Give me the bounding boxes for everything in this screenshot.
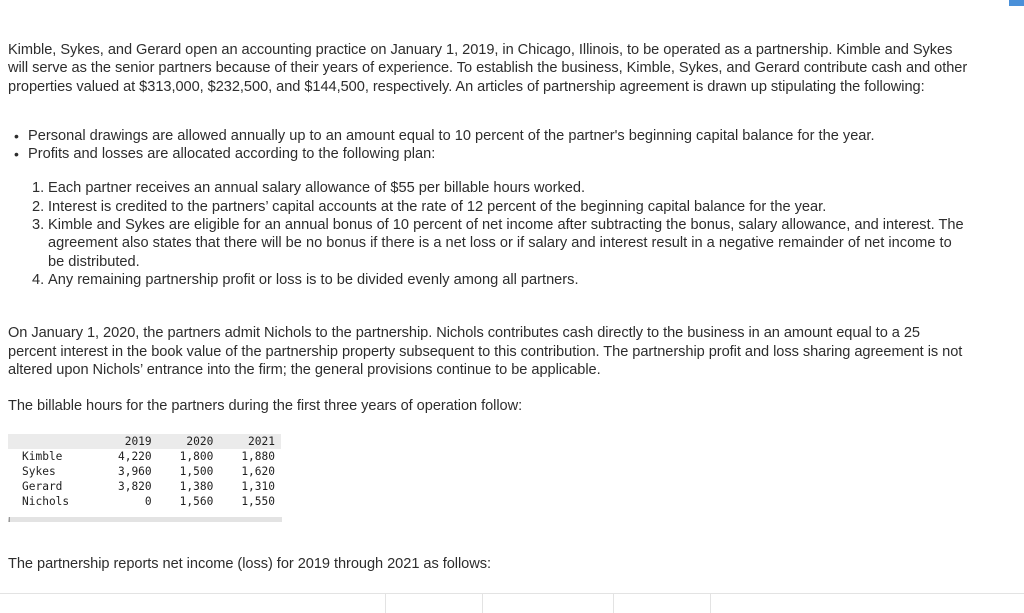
plan-item-number: 3.	[32, 217, 45, 234]
table-row	[8, 464, 281, 479]
allocation-plan-list	[8, 179, 968, 289]
table-header-cell: 2021	[219, 434, 281, 449]
bullet-item: • Profits and losses are allocated according to the following plan:	[28, 145, 968, 163]
billable-hours-table	[8, 434, 281, 509]
partner-name-cell: Sykes	[22, 465, 56, 479]
hours-cell: 3,960	[117, 465, 152, 479]
table-header-row	[8, 434, 281, 449]
hours-intro-paragraph: The billable hours for the partners during the first three years of operation follow:	[8, 398, 523, 415]
income-intro-paragraph: The partnership reports net income (loss) for 2019 through 2021 as follows:	[8, 556, 491, 573]
plan-item-text: Kimble and Sykes are eligible for an annual bonus of 10 percent of net income after subtracting the bonus, salary allowance, and interest. The agreement also states that there will be no bonus if there is a net loss or if salary and interest result in a negative remainder of net income to be distributed.	[48, 217, 964, 270]
table-row	[8, 449, 281, 464]
bullet-item: • Personal drawings are allowed annually up to an amount equal to 10 percent of the partner's beginning capital balance for the year.	[28, 127, 968, 145]
plan-item	[32, 198, 968, 216]
admission-paragraph: On January 1, 2020, the partners admit Nichols to the partnership. Nichols contributes cash directly to the business in an amount equal to a 25 percent interest in the book value of the partnership property subsequent to this contribution. The partnership profit and loss sharing agreement is not altered upon Nichols’ entrance into the firm; the general provisions continue to be applicable.	[8, 325, 963, 378]
partner-name-cell: Nichols	[22, 495, 70, 509]
problem-content	[8, 41, 968, 574]
hours-cell: 1,500	[179, 465, 214, 479]
plan-item-number: 1.	[32, 180, 45, 197]
plan-item-text: Any remaining partnership profit or loss is to be divided evenly among all partners.	[48, 271, 579, 288]
hours-cell: 1,880	[241, 450, 275, 464]
table-column-divider	[613, 594, 614, 613]
hours-cell: 0	[144, 495, 152, 509]
income-table-top-edge	[0, 593, 1024, 613]
table-horizontal-scrollbar[interactable]	[8, 517, 282, 522]
hours-cell: 1,550	[241, 495, 275, 509]
plan-item-text: Each partner receives an annual salary allowance of $55 per billable hours worked.	[48, 180, 586, 197]
table-column-divider	[482, 594, 483, 613]
plan-item-number: 2.	[32, 198, 45, 215]
hours-cell: 1,310	[241, 480, 275, 494]
corner-accent	[1009, 0, 1024, 6]
hours-cell: 1,800	[179, 450, 214, 464]
hours-cell: 1,620	[241, 465, 275, 479]
hours-cell: 1,380	[179, 480, 214, 494]
partner-name-cell: Kimble	[22, 450, 63, 464]
plan-item	[32, 216, 968, 271]
hours-cell: 1,560	[179, 495, 214, 509]
hours-cell: 4,220	[117, 450, 152, 464]
plan-item-number: 4.	[32, 271, 45, 288]
plan-item	[32, 179, 968, 197]
table-row	[8, 494, 281, 509]
table-column-divider	[385, 594, 386, 613]
table-header-cell: 2019	[96, 434, 158, 449]
table-header-cell	[8, 434, 96, 449]
hours-cell: 3,820	[117, 480, 152, 494]
partner-name-cell: Gerard	[22, 480, 63, 494]
table-row	[8, 479, 281, 494]
plan-item-text: Interest is credited to the partners’ capital accounts at the rate of 12 percent of the beginning capital balance for the year.	[48, 198, 827, 215]
plan-item	[32, 271, 968, 289]
table-header-cell: 2020	[158, 434, 220, 449]
intro-paragraph: Kimble, Sykes, and Gerard open an accounting practice on January 1, 2019, in Chicago, Illinois, to be operated as a partnership. Kimble and Sykes will serve as the senior partners because of their years of experience. To establish the business, Kimble, Sykes, and Gerard contribute cash and other properties valued at $313,000, $232,500, and $144,500, respectively. An articles of partnership agreement is drawn up stipulating the following:	[8, 42, 968, 95]
table-column-divider	[710, 594, 711, 613]
agreement-bullets	[8, 127, 968, 164]
